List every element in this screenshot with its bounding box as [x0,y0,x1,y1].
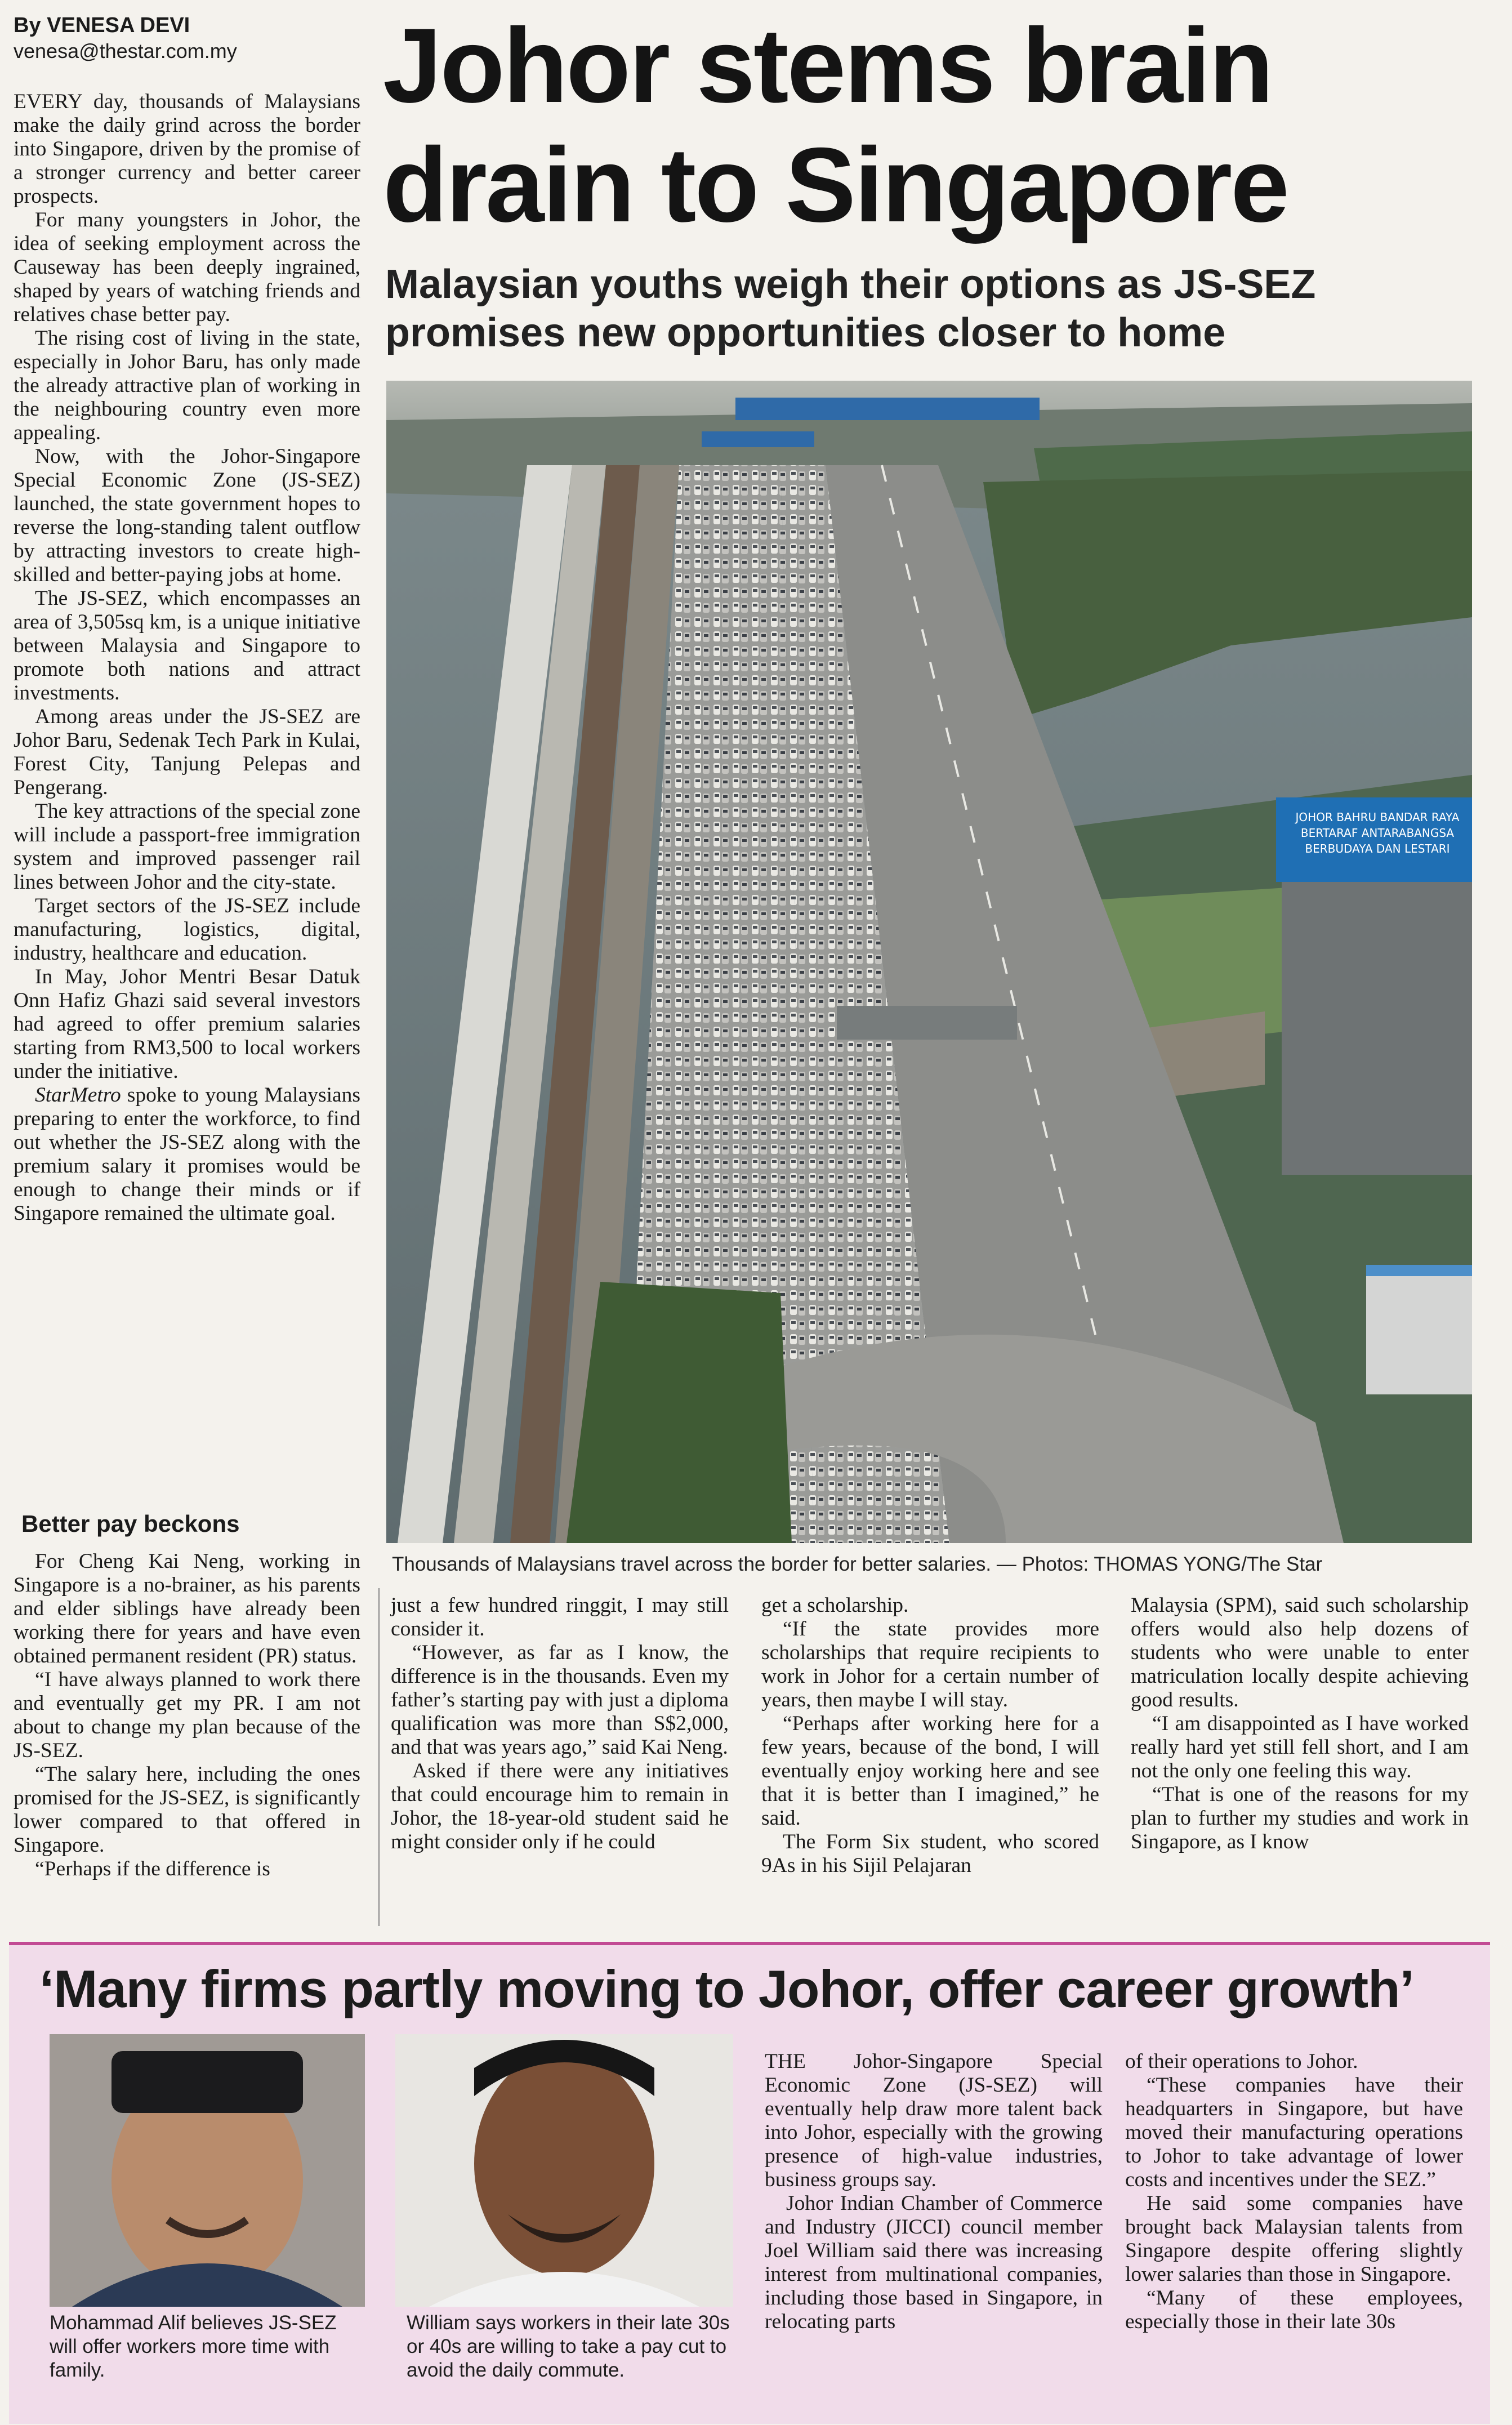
sidebar-headline: ‘Many firms partly moving to Johor, offer career growth’ [39,1959,1414,2018]
publication-name: StarMetro [35,1084,121,1107]
paragraph: “Perhaps if the difference is [35,1857,270,1880]
sidebar-column-1 [765,2050,1103,2334]
paragraph: Target sectors of the JS-SEZ include manufacturing, logistics, digital, industry, healthcare and education. [14,894,360,965]
byline-email: venesa@thestar.com.my [14,39,237,63]
article-column-1 [14,90,360,1225]
paragraph: “I am disappointed as I have worked really hard yet still fell short, and I am not the only one feeling this way. [1131,1712,1469,1782]
paragraph: “The salary here, including the ones promised for the JS-SEZ, is significantly lower compared to that offered in Singapore. [14,1763,360,1857]
causeway-photo [386,381,1472,1543]
paragraph [14,1084,360,1225]
paragraph: For Cheng Kai Neng, working in Singapore is a no-brainer, as his parents and elder siblings have already been working there for years and have even obtained permanent resident (PR) status. [14,1550,360,1668]
billboard-text-line-2: BERTARAF ANTARABANGSA [1300,826,1455,840]
paragraph: EVERY day, thousands of Malaysians make the daily grind across the border into Singapore, driven by the promise of a stronger currency and better career prospects. [14,90,360,208]
billboard-text-line-1: JOHOR BAHRU BANDAR RAYA [1295,810,1460,824]
article-column-4 [1131,1594,1469,1854]
billboard-text-line-3: BERBUDAYA DAN LESTARI [1305,842,1450,855]
paragraph: “That is one of the reasons for my plan to further my studies and work in Singapore, as I know [1131,1783,1469,1853]
paragraph: THE Johor-Singapore Special Economic Zone (JS-SEZ) will eventually help draw more talent back into Johor, especially with the growing presence of high-value industries, business groups say. [765,2050,1103,2191]
subheadline: Malaysian youths weigh their options as JS-SEZ promises new opportunities closer to home [385,262,1316,355]
paragraph: In May, Johor Mentri Besar Datuk Onn Hafiz Ghazi said several investors had agreed to offer premium salaries starting from RM3,500 to local workers under the initiative. [14,965,360,1083]
paragraph: Johor Indian Chamber of Commerce and Industry (JICCI) council member Joel William said there was increasing interest from multinational companies, including those based in Singapore, in relocating parts [765,2192,1103,2333]
paragraph: “However, as far as I know, the difference is in the thousands. Even my father’s starting pay with just a diploma qualification was more than S$2,000, and that was years ago,” said Kai Neng. [391,1641,729,1759]
photo2-caption: William says workers in their late 30s or 40s are willing to take a pay cut to avoid the daily commute. [407,2312,730,2381]
paragraph: He said some companies have brought back Malaysian talents from Singapore despite offering slightly lower salaries than those in Singapore. [1125,2192,1463,2286]
paragraph: Among areas under the JS-SEZ are Johor Baru, Sedenak Tech Park in Kulai, Forest City, Tanjung Pelepas and Pengerang. [14,705,360,799]
paragraph-text: spoke to young Malaysians preparing to enter the workforce, to find out whether the JS-SEZ along with the premium salary it promises would be enough to change their minds or if Singapore remained the ultimate goal. [14,1084,360,1225]
paragraph: The Form Six student, who scored 9As in his Sijil Pelajaran [761,1830,1099,1877]
mohammad-alif-photo [50,2034,365,2307]
article-column-2 [391,1594,729,1854]
joel-william-photo [395,2034,733,2307]
paragraph: For many youngsters in Johor, the idea of seeking employment across the Causeway has been deeply ingrained, shaped by years of watching friends and relatives chase better pay. [14,208,360,326]
headline: Johor stems brain drain to Singapore [383,6,1288,244]
photo1-caption: Mohammad Alif believes JS-SEZ will offer workers more time with family. [50,2312,337,2381]
sidebar-column-2 [1125,2050,1463,2334]
paragraph: just a few hundred ringgit, I may still consider it. [391,1594,729,1641]
paragraph: Malaysia (SPM), said such scholarship offers would also help dozens of students who were unable to enter matriculation locally despite achieving good results. [1131,1594,1469,1711]
article-column-1-lower [14,1550,360,1881]
photo-caption: Thousands of Malaysians travel across the border for better salaries. — Photos: THOMAS YONG/The Star [392,1553,1323,1575]
paragraph: “If the state provides more scholarships that require recipients to work in Johor for a certain number of years, then maybe I will stay. [761,1617,1099,1711]
paragraph: “These companies have their headquarters in Singapore, but have moved their manufacturing operations to Johor to take advantage of lower costs and incentives under the SEZ.” [1125,2074,1463,2191]
paragraph: The key attractions of the special zone will include a passport-free immigration system and improved passenger rail lines between Johor and the city-state. [14,800,360,894]
paragraph: Asked if there were any initiatives that could encourage him to remain in Johor, the 18-year-old student said he might consider only if he could [391,1759,729,1853]
paragraph: The JS-SEZ, which encompasses an area of 3,505sq km, is a unique initiative between Malaysia and Singapore to promote both nations and attract investments. [14,587,360,705]
paragraph: “Perhaps after working here for a few years, because of the bond, I will eventually enjoy working here and see that it is better than I imagined,” he said. [761,1712,1099,1830]
paragraph: Now, with the Johor-Singapore Special Economic Zone (JS-SEZ) launched, the state government hopes to reverse the long-standing talent outflow by attracting investors to create high-skilled and better-paying jobs at home. [14,445,360,586]
paragraph: “I have always planned to work there and eventually get my PR. I am not about to change my plan because of the JS-SEZ. [14,1668,360,1762]
paragraph: get a scholarship. [761,1594,909,1617]
section-heading: Better pay beckons [21,1510,240,1537]
paragraph: The rising cost of living in the state, especially in Johor Baru, has only made the already attractive plan of working in the neighbouring country even more appealing. [14,327,360,444]
byline-name: By VENESA DEVI [14,14,190,37]
paragraph: of their operations to Johor. [1125,2050,1358,2073]
column-rule [378,1588,380,1926]
paragraph: “Many of these employees, especially those in their late 30s [1125,2286,1463,2333]
article-column-3 [761,1594,1099,1878]
